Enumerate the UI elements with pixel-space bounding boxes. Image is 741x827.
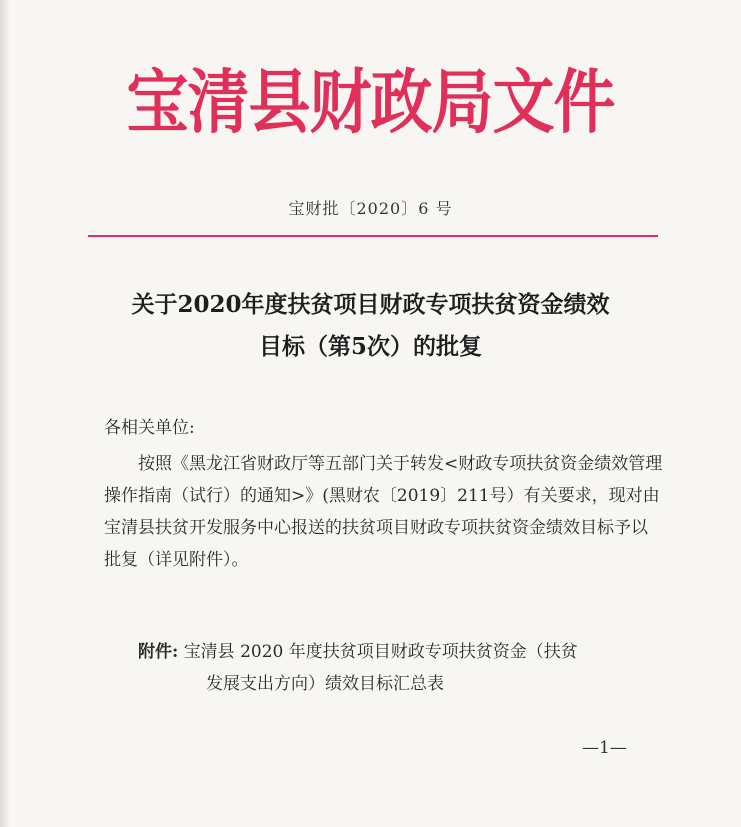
attachment-block (138, 636, 668, 700)
body-paragraph: 按照《黑龙江省财政厅等五部门关于转发<财政专项扶贫资金绩效管理操作指南（试行）的通知>》(黑财农〔2019〕211号）有关要求，现对由宝清县扶贫开发服务中心报送的扶贫项目财政专项扶贫资金绩效目标予以批复（详见附件）。 (104, 454, 663, 570)
document-title (0, 284, 741, 368)
attachment-text-line1: 宝清县 2020 年度扶贫项目财政专项扶贫资金（扶贫 (183, 642, 578, 662)
document-title-line2: 目标（第5次）的批复 (258, 333, 482, 360)
document-number: 宝财批〔2020〕6 号 (288, 199, 453, 218)
red-divider-line (88, 235, 658, 237)
attachment-text-line2: 发展支出方向）绩效目标汇总表 (206, 674, 444, 694)
attachment-label: 附件: (138, 642, 179, 662)
issuing-authority-header: 宝清县财政局文件 (126, 61, 615, 143)
document-title-line1: 关于2020年度扶贫项目财政专项扶贫资金绩效 (131, 291, 610, 318)
page-number: —1— (582, 738, 627, 758)
salutation: 各相关单位: (104, 418, 195, 438)
